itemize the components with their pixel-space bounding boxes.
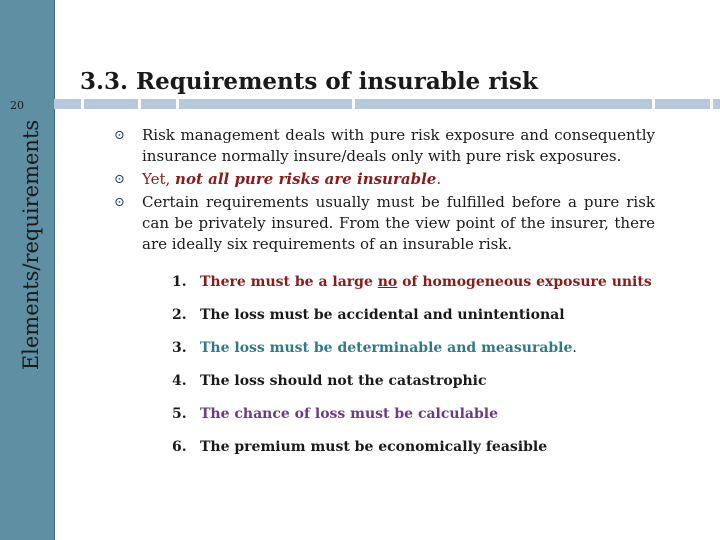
rule-gap bbox=[652, 99, 655, 109]
requirement-number: 3. bbox=[172, 340, 187, 356]
bullet-item bbox=[114, 125, 655, 167]
requirement-item bbox=[172, 340, 652, 373]
requirement-text: The premium must be economically feasible bbox=[200, 439, 548, 455]
requirement-text: The loss must be determinable and measurable bbox=[200, 340, 573, 356]
rule-gap bbox=[138, 99, 141, 109]
rule-gap bbox=[352, 99, 355, 109]
bullet-emphasis: not all pure risks are insurable bbox=[175, 170, 437, 188]
requirement-text: The loss should not the catastrophic bbox=[200, 373, 487, 389]
side-title: Elements/requirements bbox=[19, 119, 43, 371]
bullet-list bbox=[114, 125, 655, 257]
requirements-list bbox=[172, 274, 652, 472]
bullet-text: Risk management deals with pure risk exposure and consequently insurance normally insure/deals only with pure risk exposures. bbox=[142, 126, 655, 165]
requirement-number: 4. bbox=[172, 373, 187, 389]
requirement-text: There must be a large bbox=[200, 274, 378, 290]
circled-dot-icon: ⊙ bbox=[114, 128, 125, 143]
bullet-item bbox=[114, 169, 655, 190]
slide-number: 20 bbox=[10, 99, 24, 112]
requirement-text: of homogeneous exposure units bbox=[397, 274, 652, 290]
requirement-underline: no bbox=[377, 274, 398, 290]
requirement-item bbox=[172, 274, 652, 307]
rule-gap bbox=[176, 99, 179, 109]
rule-gap bbox=[710, 99, 713, 109]
requirement-text: The chance of loss must be calculable bbox=[200, 406, 498, 422]
rule-gap bbox=[81, 99, 84, 109]
circled-dot-icon: ⊙ bbox=[114, 172, 125, 187]
bullet-text: Yet, bbox=[142, 170, 176, 188]
bullet-text: . bbox=[436, 170, 442, 188]
circled-dot-icon: ⊙ bbox=[114, 195, 125, 210]
requirement-number: 5. bbox=[172, 406, 187, 422]
requirement-item bbox=[172, 307, 652, 340]
requirement-number: 1. bbox=[172, 274, 187, 290]
requirement-item bbox=[172, 406, 652, 439]
requirement-number: 6. bbox=[172, 439, 187, 455]
requirement-text: The loss must be accidental and unintentional bbox=[200, 307, 565, 323]
slide-title: 3.3. Requirements of insurable risk bbox=[80, 68, 538, 95]
requirement-tail: . bbox=[572, 340, 577, 356]
bullet-item bbox=[114, 192, 655, 255]
requirement-item bbox=[172, 439, 652, 472]
requirement-item bbox=[172, 373, 652, 406]
title-rule bbox=[54, 99, 720, 109]
requirement-number: 2. bbox=[172, 307, 187, 323]
bullet-text: Certain requirements usually must be fulfilled before a pure risk can be privately insured. From the view point of the insurer, there are ideally six requirements of an insurable risk. bbox=[142, 193, 655, 253]
